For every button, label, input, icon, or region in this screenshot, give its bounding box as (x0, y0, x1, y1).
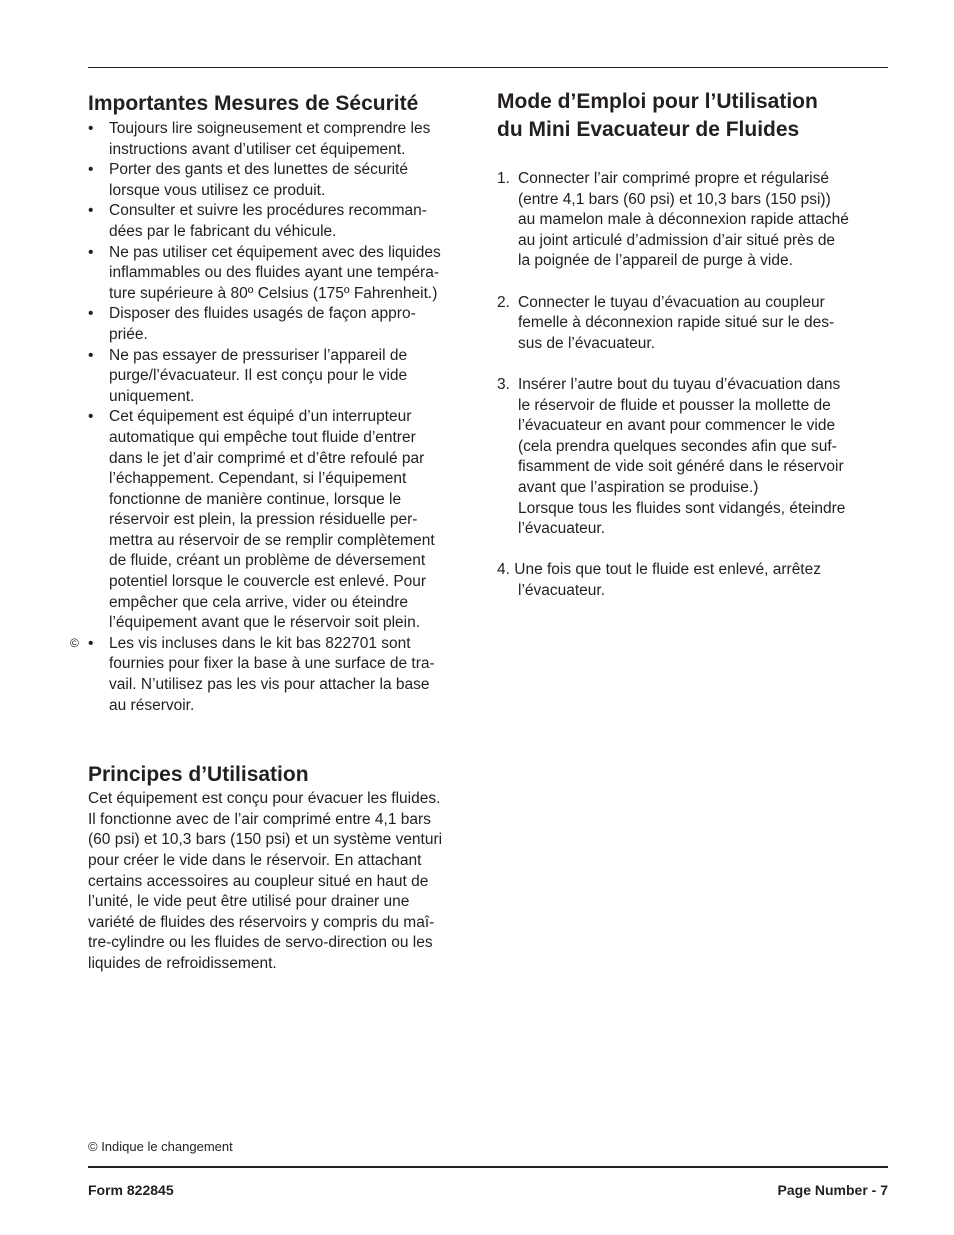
safety-item (70, 634, 483, 716)
step-line (497, 560, 892, 581)
bottom-rule (88, 1166, 888, 1168)
safety-item-line: Porter des gants et des lunettes de sécurité (109, 161, 408, 179)
step-number: 4. (497, 561, 510, 579)
change-mark: © (70, 635, 79, 650)
step-line: (entre 4,1 bars (60 psi) et 10,3 bars (150 psi)) (518, 190, 831, 208)
mode-heading-line-1: Mode d’Emploi pour l’Utilisation (497, 90, 818, 113)
top-rule (88, 67, 888, 68)
principles-paragraph (88, 789, 483, 974)
change-footnote: © Indique le changement (88, 1139, 233, 1154)
safety-item-line: dées par le fabricant du véhicule. (109, 222, 337, 240)
principles-line: tre-cylindre ou les fluides de servo-direction ou les (88, 934, 433, 952)
step-item (497, 293, 892, 355)
safety-list (70, 119, 483, 716)
right-column (497, 88, 892, 601)
safety-item-line: Toujours lire soigneusement et comprendre les (109, 120, 431, 137)
safety-item (88, 201, 483, 242)
safety-item-line: vail. N’utilisez pas les vis pour attacher la base (109, 676, 430, 694)
safety-item (88, 119, 483, 160)
safety-item-line: de fluide, créant un problème de déversement (109, 552, 426, 570)
safety-item-line: uniquement. (109, 387, 195, 405)
safety-item-line: réservoir est plein, la pression résiduelle per- (109, 511, 418, 529)
step-line: (cela prendra quelques secondes afin que suf- (518, 437, 837, 455)
safety-item-line: ture supérieure à 80º Celsius (175º Fahrenheit.) (109, 284, 438, 302)
safety-item-line: Consulter et suivre les procédures recomman- (109, 202, 427, 220)
safety-item (88, 407, 483, 634)
bullet-mark: • (88, 161, 94, 179)
page-number: Page Number - 7 (777, 1182, 888, 1198)
steps-list (497, 169, 892, 601)
safety-item-line: mettra au réservoir de se remplir complètement (109, 531, 435, 549)
safety-item-line: purge/l’évacuateur. Il est conçu pour le vide (109, 367, 408, 385)
safety-item-line: Disposer des fluides usagés de façon appro- (109, 305, 416, 323)
safety-item-line: potentiel lorsque le couvercle est enlevé. Pour (109, 573, 427, 591)
step-item (497, 560, 892, 601)
principles-line: (60 psi) et 10,3 bars (150 psi) et un système venturi (88, 831, 443, 849)
safety-item-line: priée. (109, 325, 148, 343)
step-number: 3. (497, 375, 510, 393)
bullet-mark: • (88, 408, 94, 426)
safety-item-line: Cet équipement est équipé d’un interrupteur (109, 408, 412, 426)
bullet-mark: • (88, 243, 94, 261)
step-text: Une fois que tout le fluide est enlevé, arrêtez (514, 561, 821, 579)
safety-item (88, 160, 483, 201)
principles-line: pour créer le vide dans le réservoir. En attachant (88, 852, 422, 869)
step-item (497, 375, 892, 540)
safety-item-line: l’équipement avant que le réservoir soit plein. (109, 614, 421, 632)
safety-item-line: Ne pas utiliser cet équipement avec des liquides (109, 243, 441, 261)
safety-heading: Importantes Mesures de Sécurité (88, 92, 419, 115)
bullet-mark: • (88, 634, 94, 652)
step-line: sus de l’évacuateur. (518, 334, 656, 352)
safety-item-line: au réservoir. (109, 696, 195, 714)
principles-line: liquides de refroidissement. (88, 954, 277, 972)
step-line: Lorsque tous les fluides sont vidangés, éteindre (518, 499, 846, 517)
safety-item-line: empêcher que cela arrive, vider ou éteindre (109, 593, 408, 611)
step-line: femelle à déconnexion rapide situé sur le des- (518, 314, 835, 332)
step-line: au mamelon male à déconnexion rapide attaché (518, 211, 849, 229)
step-line: Insérer l’autre bout du tuyau d’évacuation dans (518, 375, 841, 393)
principles-line: l’unité, le vide peut être utilisé pour drainer une (88, 893, 410, 911)
safety-item-line: Ne pas essayer de pressuriser l’appareil de (109, 346, 408, 364)
safety-item-line: lorsque vous utilisez ce produit. (109, 181, 326, 199)
safety-item-line: inflammables ou des fluides ayant une tempéra- (109, 264, 439, 282)
safety-item-line: fournies pour fixer la base à une surface de tra- (109, 655, 435, 673)
step-line: l’évacuateur. (518, 520, 606, 538)
bullet-mark: • (88, 202, 94, 220)
principles-line: variété de fluides des réservoirs y compris du maî- (88, 913, 435, 931)
mode-heading (497, 88, 892, 144)
principles-line: Cet équipement est conçu pour évacuer les fluides. (88, 790, 441, 808)
safety-item-line: l’échappement. Cependant, si l’équipement (109, 470, 407, 488)
step-line: au joint articulé d’admission d’air situé près de (518, 231, 836, 249)
step-line: Connecter l’air comprimé propre et régularisé (518, 170, 829, 187)
principles-heading: Principes d’Utilisation (88, 763, 309, 787)
bullet-mark: • (88, 305, 94, 323)
step-line: l’évacuateur en avant pour commencer le vide (518, 417, 836, 435)
step-number: 2. (497, 293, 510, 311)
step-line: la poignée de l’appareil de purge à vide. (518, 252, 793, 270)
principles-line: Il fonctionne avec de l’air comprimé entre 4,1 bars (88, 810, 431, 828)
safety-item (88, 243, 483, 305)
safety-item-line: automatique qui empêche tout fluide d’entrer (109, 428, 416, 446)
step-line: l’évacuateur. (518, 581, 606, 599)
step-line: Connecter le tuyau d’évacuation au coupleur (518, 293, 825, 311)
bullet-mark: • (88, 120, 94, 137)
principles-line: certains accessoires au coupleur situé en haut de (88, 872, 429, 890)
form-number: Form 822845 (88, 1182, 174, 1198)
safety-item-line: Les vis incluses dans le kit bas 822701 sont (109, 634, 411, 652)
step-line: fisamment de vide soit généré dans le réservoir (518, 458, 844, 476)
mode-heading-line-2: du Mini Evacuateur de Fluides (497, 118, 800, 141)
safety-item-line: instructions avant d’utiliser cet équipement. (109, 140, 406, 158)
safety-item (88, 304, 483, 345)
step-number: 1. (497, 170, 510, 187)
safety-item-line: dans le jet d’air comprimé et d’être refoulé par (109, 449, 425, 467)
bullet-mark: • (88, 346, 94, 364)
safety-item (88, 346, 483, 408)
left-column (70, 88, 483, 975)
step-line: le réservoir de fluide et pousser la mollette de (518, 396, 831, 414)
safety-item-line: fonctionne de manière continue, lorsque le (109, 490, 402, 508)
step-line: avant que l’aspiration se produise.) (518, 478, 759, 496)
step-item (497, 169, 892, 272)
